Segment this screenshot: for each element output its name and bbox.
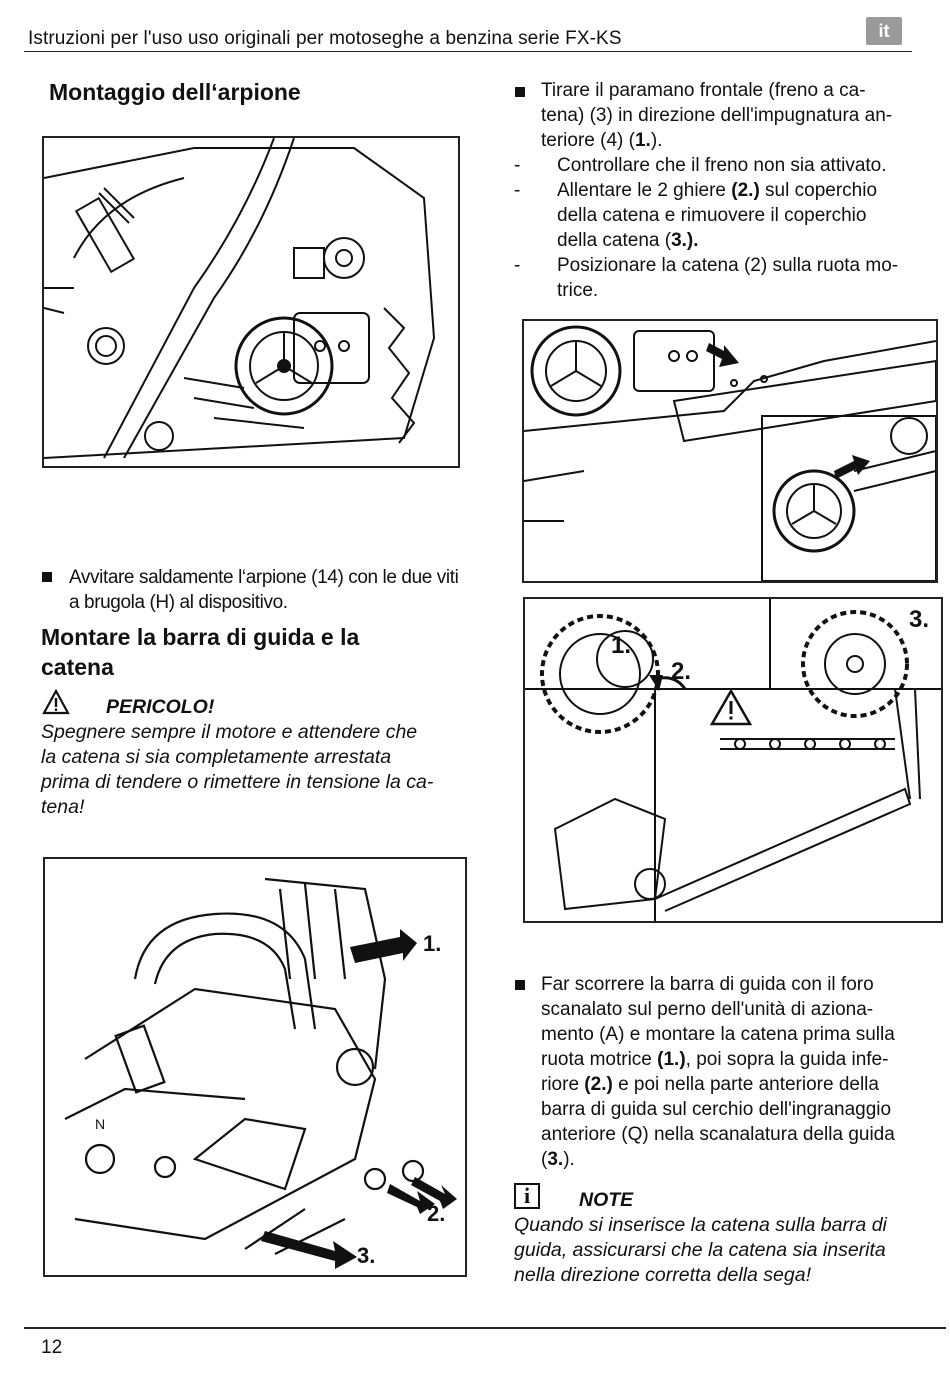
fig3-label-2: 2. (427, 1201, 446, 1226)
bullet-bar-line-6: barra di guida sul cerchio dell'ingranaggio (541, 1099, 892, 1120)
dash-marker: - (514, 180, 521, 201)
figure-harpoon-mounting (42, 136, 460, 468)
header-title: Istruzioni per l'uso uso originali per motoseghe a benzina serie FX-KS (28, 28, 622, 49)
bullet-square (515, 87, 525, 97)
bullet-square (515, 980, 525, 990)
bullet-brake-line-1: Tirare il paramano frontale (freno a ca- (541, 80, 866, 101)
danger-line-3: prima di tendere o rimettere in tensione la ca- (41, 771, 434, 793)
note-line-2: guida, assicurarsi che la catena sia inserita (514, 1239, 886, 1261)
language-badge: it (866, 17, 902, 45)
dash-item-2-line-1: Allentare le 2 ghiere (2.) sul coperchio (557, 180, 878, 201)
dash-marker: - (514, 155, 521, 176)
bullet-brake-line-3: teriore (4) (1.). (541, 130, 663, 151)
figure-cover-removal (522, 319, 938, 583)
footer-rule (24, 1327, 946, 1329)
fig2-label-1: 1. (611, 632, 632, 659)
dash-item-3-line-2: trice. (557, 280, 599, 301)
svg-text:N: N (95, 1116, 106, 1132)
bullet-bar-line-8: (3.). (541, 1149, 575, 1170)
note-title: NOTE (579, 1189, 634, 1211)
fig2-label-2: 2. (671, 658, 692, 685)
fig3-label-3: 3. (357, 1243, 376, 1268)
danger-line-4: tena! (41, 796, 85, 818)
danger-line-2: la catena si sia completamente arrestata (41, 746, 392, 768)
section-heading-bar-chain-line1: Montare la barra di guida e la (41, 624, 360, 650)
bullet-bar-line-7: anteriore (Q) nella scanalatura della guida (541, 1124, 895, 1145)
fig3-label-1: 1. (423, 931, 442, 956)
danger-line-1: Spegnere sempre il motore e attendere che (41, 721, 418, 743)
header-rule (24, 51, 912, 52)
bullet-bar-line-1: Far scorrere la barra di guida con il foro (541, 974, 874, 995)
note-line-1: Quando si inserisce la catena sulla barra di (514, 1214, 887, 1236)
bullet-brake-line-2: tena) (3) in direzione dell'impugnatura an- (541, 105, 893, 126)
info-icon: i (514, 1183, 540, 1209)
bullet-bar-line-5: riore (2.) e poi nella parte anteriore della (541, 1074, 879, 1095)
section-heading-harpoon: Montaggio dell‘arpione (49, 79, 301, 105)
bullet-harpoon-text: Avvitare saldamente l‘arpione (14) con le due viti a brugola (H) al dispositivo. (69, 567, 459, 613)
danger-title: PERICOLO! (106, 696, 215, 718)
note-line-3: nella direzione corretta della sega! (514, 1264, 812, 1286)
bullet-bar-line-4: ruota motrice (1.), poi sopra la guida infe- (541, 1049, 889, 1070)
dash-item-2-line-3: della catena (3.). (557, 230, 699, 251)
dash-item-1: Controllare che il freno non sia attivato. (557, 155, 887, 176)
bullet-bar-line-3: mento (A) e montare la catena prima sulla (541, 1024, 895, 1045)
dash-marker: - (514, 255, 521, 276)
fig2-label-3: 3. (909, 606, 930, 633)
bullet-bar-line-2: scanalato sul perno dell'unità di aziona- (541, 999, 874, 1020)
dash-item-2-line-2: della catena e rimuovere il coperchio (557, 205, 867, 226)
page-number: 12 (41, 1337, 63, 1358)
warning-triangle-icon (42, 689, 70, 720)
bullet-square (42, 572, 52, 582)
figure-brake-guard-nuts (43, 857, 467, 1277)
dash-item-3-line-1: Posizionare la catena (2) sulla ruota mo- (557, 255, 899, 276)
figure-chain-fitting (523, 597, 943, 923)
section-heading-bar-chain-line2: catena (41, 654, 114, 680)
